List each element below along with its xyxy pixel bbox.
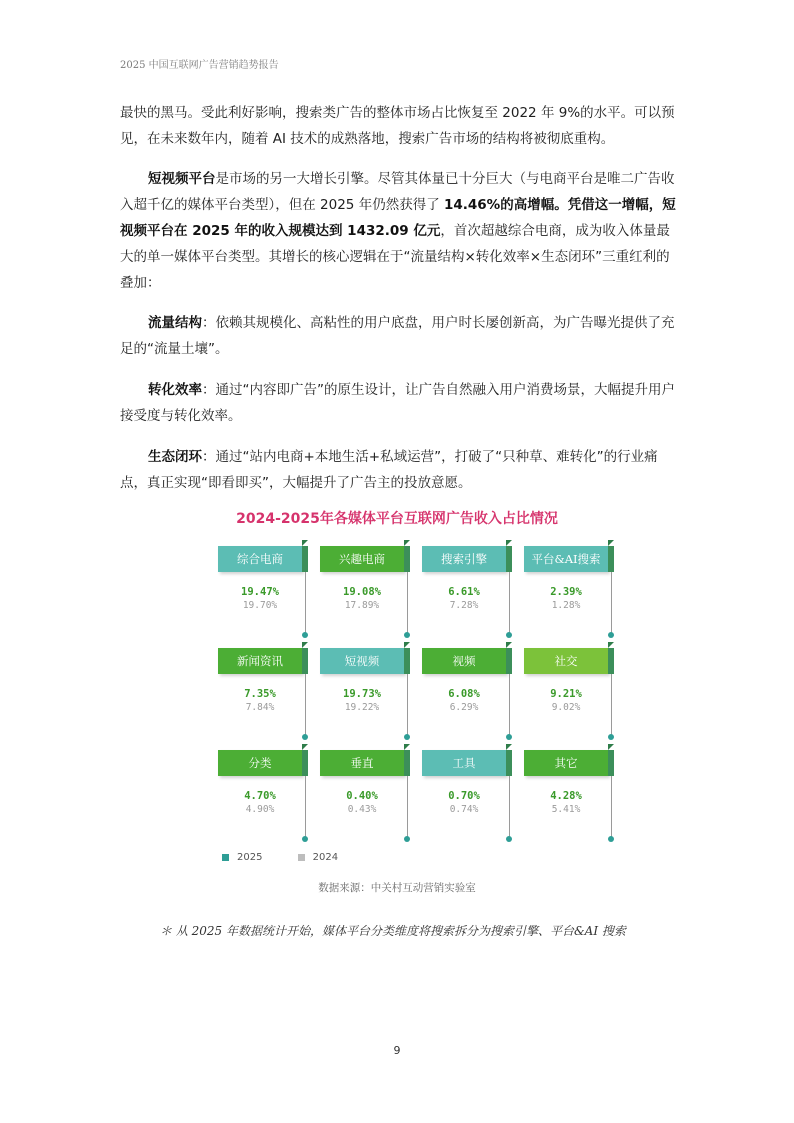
tile-fold-edge <box>608 750 614 776</box>
tile-fold-edge <box>506 648 512 674</box>
tile-connector-line <box>407 674 408 736</box>
tile-label: 新闻资讯 <box>218 648 302 674</box>
legend-swatch-2025 <box>222 854 229 861</box>
tile-connector-line <box>305 674 306 736</box>
tile-value-2024: 0.74% <box>449 804 479 815</box>
highlight-growth: 14.46%的高增幅。凭借这一增幅，短视频平台在 2025 年的收入规模达到 1432.09 亿元 <box>120 197 676 239</box>
legend-swatch-2024 <box>298 854 305 861</box>
tile-value-2024: 0.43% <box>347 804 377 815</box>
tile-value-2024: 6.29% <box>449 702 479 713</box>
tile-value-2025: 19.08% <box>343 586 381 598</box>
tile-connector-dot <box>608 836 614 842</box>
tile-connector-dot <box>506 836 512 842</box>
tile-value-2025: 4.28% <box>550 790 582 802</box>
paragraph-text: ：通过“站内电商+本地生活+私域运营”，打破了“只种草、难转化”的行业痛点，真正实现“即看即买”，大幅提升了广告主的投放意愿。 <box>120 449 658 491</box>
tile-fold-edge <box>506 546 512 572</box>
tile-connector-line <box>305 776 306 838</box>
paragraph-text: 是市场的另一大增长引擎。尽管其体量已十分巨大（与电商平台是唯二广告收入超千亿的媒体平台类型），但在 2025 年仍然获得了 <box>120 171 675 213</box>
tile-value-2025: 4.70% <box>244 790 276 802</box>
chart-title: 2024-2025年各媒体平台互联网广告收入占比情况 <box>236 511 558 527</box>
tile-value-2024: 1.28% <box>551 600 581 611</box>
tile-connector-line <box>509 674 510 736</box>
tile-connector-line <box>305 572 306 634</box>
tile-6 <box>422 642 512 742</box>
tile-connector-line <box>509 572 510 634</box>
tile-value-2025: 2.39% <box>550 586 582 598</box>
tile-value-2025: 0.70% <box>448 790 480 802</box>
tile-value-2025: 19.47% <box>241 586 279 598</box>
tile-connector-dot <box>302 632 308 638</box>
tile-fold-edge <box>404 546 410 572</box>
page-number: 9 <box>393 1044 401 1057</box>
chart-legend <box>222 852 370 863</box>
legend-item-2024: 2024 <box>298 852 338 863</box>
legend-item-2025: 2025 <box>222 852 262 863</box>
tile-5 <box>320 642 410 742</box>
tile-0 <box>218 540 308 640</box>
paragraph-search-ads <box>120 100 678 152</box>
tile-connector-dot <box>404 632 410 638</box>
tile-fold-edge <box>302 546 308 572</box>
footnote: ＊ 从 2025 年数据统计开始，媒体平台分类维度将搜索拆分为搜索引擎、平台&AI 搜索 <box>160 924 626 938</box>
tile-label: 平台&AI搜索 <box>524 546 608 572</box>
paragraph-short-video <box>120 166 678 296</box>
tile-fold-edge <box>608 546 614 572</box>
tile-value-2025: 7.35% <box>244 688 276 700</box>
tile-connector-dot <box>608 734 614 740</box>
tile-value-2024: 5.41% <box>551 804 581 815</box>
tile-value-2024: 9.02% <box>551 702 581 713</box>
tile-3 <box>524 540 614 640</box>
tile-7 <box>524 642 614 742</box>
data-source: 数据来源：中关村互动营销实验室 <box>318 882 476 894</box>
tile-connector-dot <box>404 734 410 740</box>
tile-fold-edge <box>302 750 308 776</box>
tile-value-2025: 9.21% <box>550 688 582 700</box>
tile-fold-edge <box>302 648 308 674</box>
paragraph-text: 最快的黑马。受此利好影响，搜索类广告的整体市场占比恢复至 2022 年 9%的水平。可以预见，在未来数年内，随着 AI 技术的成熟落地，搜索广告市场的结构将被彻底重构。 <box>120 105 675 147</box>
paragraph-ecosystem <box>120 444 678 496</box>
tile-fold-edge <box>506 750 512 776</box>
tile-value-2024: 7.84% <box>245 702 275 713</box>
paragraph-text: ，首次超越综合电商，成为收入体量最大的单一媒体平台类型。其增长的核心逻辑在于“流量结构×转化效率×生态闭环”三重红利的叠加： <box>120 223 670 291</box>
tile-connector-dot <box>608 632 614 638</box>
tile-value-2024: 19.70% <box>242 600 278 611</box>
tile-1 <box>320 540 410 640</box>
tile-connector-dot <box>302 734 308 740</box>
tile-10 <box>422 744 512 844</box>
tile-label: 垂直 <box>320 750 404 776</box>
tile-value-2025: 19.73% <box>343 688 381 700</box>
term-short-video-platform: 短视频平台 <box>148 171 216 187</box>
term-traffic-structure: 流量结构 <box>148 315 202 331</box>
tile-connector-dot <box>404 836 410 842</box>
tile-4 <box>218 642 308 742</box>
tile-connector-dot <box>506 734 512 740</box>
tile-label: 视频 <box>422 648 506 674</box>
tile-fold-edge <box>404 648 410 674</box>
tile-value-2025: 0.40% <box>346 790 378 802</box>
tile-2 <box>422 540 512 640</box>
tile-8 <box>218 744 308 844</box>
paragraph-conversion <box>120 377 678 429</box>
platform-share-grid <box>218 540 612 840</box>
tile-value-2024: 17.89% <box>344 600 380 611</box>
tile-connector-line <box>611 572 612 634</box>
tile-value-2025: 6.61% <box>448 586 480 598</box>
tile-label: 短视频 <box>320 648 404 674</box>
term-conversion: 转化效率 <box>148 382 202 398</box>
paragraph-text: ：依赖其规模化、高粘性的用户底盘，用户时长屡创新高，为广告曝光提供了充足的“流量土壤”。 <box>120 315 675 357</box>
tile-value-2024: 4.90% <box>245 804 275 815</box>
tile-fold-edge <box>608 648 614 674</box>
tile-label: 社交 <box>524 648 608 674</box>
tile-connector-line <box>509 776 510 838</box>
tile-connector-dot <box>302 836 308 842</box>
running-header: 2025 中国互联网广告营销趋势报告 <box>120 60 279 71</box>
tile-label: 其它 <box>524 750 608 776</box>
tile-9 <box>320 744 410 844</box>
term-ecosystem: 生态闭环 <box>148 449 202 465</box>
tile-connector-line <box>407 572 408 634</box>
tile-connector-line <box>611 674 612 736</box>
tile-label: 综合电商 <box>218 546 302 572</box>
paragraph-traffic-structure <box>120 310 678 362</box>
tile-11 <box>524 744 614 844</box>
tile-value-2025: 6.08% <box>448 688 480 700</box>
tile-connector-dot <box>506 632 512 638</box>
tile-label: 搜索引擎 <box>422 546 506 572</box>
tile-fold-edge <box>404 750 410 776</box>
tile-label: 分类 <box>218 750 302 776</box>
paragraph-text: ：通过“内容即广告”的原生设计，让广告自然融入用户消费场景，大幅提升用户接受度与转化效率。 <box>120 382 675 424</box>
tile-connector-line <box>611 776 612 838</box>
tile-label: 工具 <box>422 750 506 776</box>
tile-value-2024: 19.22% <box>344 702 380 713</box>
tile-label: 兴趣电商 <box>320 546 404 572</box>
tile-connector-line <box>407 776 408 838</box>
tile-value-2024: 7.28% <box>449 600 479 611</box>
